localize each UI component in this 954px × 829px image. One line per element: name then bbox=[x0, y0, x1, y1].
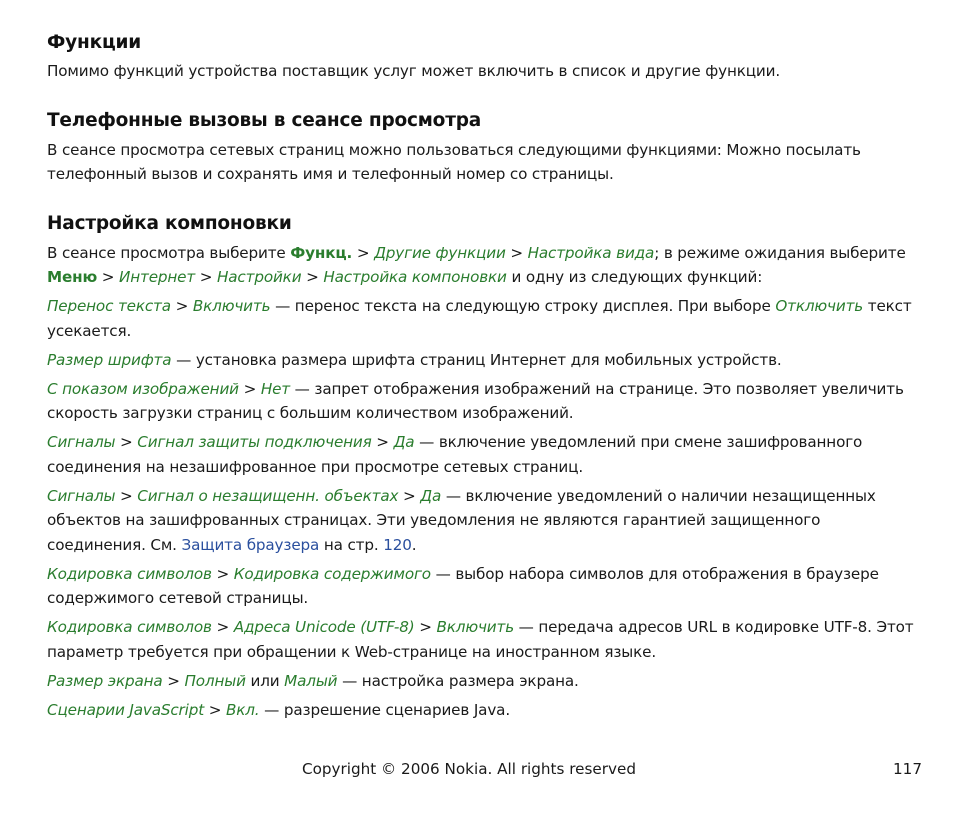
option-description: — передача адресов URL в кодировке UTF-8. Этот параметр требуется при обращении к Web-странице на иностранном языке. bbox=[47, 618, 914, 661]
option-subname: Сигнал защиты подключения bbox=[137, 433, 372, 451]
section-title-layout-settings: Настройка компоновки bbox=[47, 212, 292, 234]
option-unicode-addresses bbox=[47, 615, 917, 664]
option-name: Перенос текста bbox=[47, 297, 171, 315]
option-value: Малый bbox=[284, 671, 338, 690]
option-description: — настройка размера экрана. bbox=[337, 671, 579, 690]
menu-path-menu: Меню bbox=[47, 268, 98, 286]
option-description: — разрешение сценариев Java. bbox=[259, 700, 511, 719]
section-title-phone-calls: Телефонные вызовы в сеансе просмотра bbox=[47, 109, 482, 131]
path-separator: > bbox=[97, 268, 120, 286]
menu-path-view-settings: Настройка вида bbox=[527, 243, 655, 262]
option-description: . bbox=[411, 535, 417, 554]
menu-path-other-functions: Другие функции bbox=[374, 243, 506, 262]
option-description: — установка размера шрифта страниц Интернет для мобильных устройств. bbox=[171, 350, 782, 369]
path-separator: > bbox=[238, 379, 261, 398]
section-layout-settings bbox=[47, 213, 917, 723]
option-name: Кодировка символов bbox=[47, 618, 212, 636]
path-separator: > bbox=[115, 433, 138, 451]
menu-path-internet: Интернет bbox=[119, 268, 196, 286]
option-description: — включение уведомлений о наличии незащищенных объектов на зашифрованных страницах. Эти уведомления не являются гарантией защищенного соединения. См. bbox=[47, 486, 876, 554]
path-separator: > bbox=[211, 618, 234, 636]
option-content-encoding bbox=[47, 562, 917, 611]
option-name: Сигналы bbox=[47, 433, 116, 451]
path-separator: > bbox=[204, 700, 226, 719]
option-font-size bbox=[47, 348, 917, 373]
option-description: — запрет отображения изображений на странице. Это позволяет увеличить скорость загрузки страниц с большим количеством изображений. bbox=[47, 379, 904, 422]
option-subname: Адреса Unicode (UTF-8) bbox=[233, 618, 415, 636]
option-javascript bbox=[47, 698, 917, 723]
section-functions bbox=[47, 32, 917, 84]
path-separator: > bbox=[414, 618, 437, 636]
path-separator: > bbox=[398, 486, 421, 505]
option-description: или bbox=[245, 671, 285, 690]
option-connection-security-alert bbox=[47, 430, 917, 479]
option-name: Размер шрифта bbox=[47, 350, 172, 369]
section-text-phone-calls: В сеансе просмотра сетевых страниц можно пользоваться следующими функциями: Можно посылать телефонный вызов и сохранять имя и телефонный номер со страницы. bbox=[47, 140, 861, 183]
option-description: на стр. bbox=[319, 535, 384, 554]
page-reference-link[interactable]: 120 bbox=[383, 535, 412, 554]
path-separator: > bbox=[170, 297, 193, 315]
path-separator: > bbox=[115, 486, 138, 505]
path-separator: > bbox=[162, 671, 185, 690]
option-value: Полный bbox=[184, 671, 246, 690]
browser-security-link[interactable]: Защита браузера bbox=[181, 535, 320, 554]
option-unsecure-objects-alert bbox=[47, 484, 917, 558]
option-value: Да bbox=[393, 433, 415, 451]
menu-path-settings: Настройки bbox=[217, 268, 302, 286]
option-value: Да bbox=[420, 486, 442, 505]
path-separator: > bbox=[352, 243, 375, 262]
copyright-notice: Copyright © 2006 Nokia. All rights reserved bbox=[302, 760, 636, 778]
menu-path-funkc: Функц. bbox=[290, 243, 353, 262]
option-screen-size bbox=[47, 669, 917, 694]
option-description: — включение уведомлений при смене зашифрованного соединения на незашифрованное при просмотре сетевых страниц. bbox=[47, 433, 863, 476]
menu-path-layout-settings: Настройка компоновки bbox=[323, 268, 507, 286]
option-show-images bbox=[47, 377, 917, 426]
path-separator: > bbox=[371, 433, 394, 451]
layout-lead-paragraph bbox=[47, 241, 917, 290]
option-description: текст усекается. bbox=[47, 297, 912, 340]
page-number: 117 bbox=[893, 760, 922, 778]
option-name: Сигналы bbox=[47, 486, 116, 505]
option-name: Кодировка символов bbox=[47, 564, 212, 583]
option-value: Включить bbox=[436, 618, 514, 636]
lead-text: и одну из следующих функций: bbox=[506, 268, 763, 286]
option-name: С показом изображений bbox=[47, 379, 239, 398]
path-separator: > bbox=[195, 268, 217, 286]
option-text-wrap bbox=[47, 294, 917, 343]
option-value: Отключить bbox=[775, 297, 864, 315]
path-separator: > bbox=[301, 268, 324, 286]
option-description: — выбор набора символов для отображения в браузере содержимого сетевой страницы. bbox=[47, 564, 879, 607]
path-separator: > bbox=[505, 243, 528, 262]
option-value: Включить bbox=[192, 297, 271, 315]
option-name: Сценарии JavaScript bbox=[47, 700, 205, 719]
path-separator: > bbox=[211, 564, 234, 583]
option-subname: Кодировка содержимого bbox=[233, 564, 431, 583]
option-description: — перенос текста на следующую строку дисплея. При выборе bbox=[270, 297, 776, 315]
lead-text: ; в режиме ожидания выберите bbox=[654, 243, 906, 262]
option-name: Размер экрана bbox=[47, 671, 163, 690]
section-title-functions: Функции bbox=[47, 32, 141, 53]
option-value: Нет bbox=[260, 379, 290, 398]
option-value: Вкл. bbox=[225, 700, 260, 719]
page-content bbox=[47, 30, 917, 722]
lead-text: В сеансе просмотра выберите bbox=[47, 243, 291, 262]
section-phone-calls bbox=[47, 110, 917, 187]
section-text-functions: Помимо функций устройства поставщик услуг может включить в список и другие функции. bbox=[47, 62, 781, 80]
option-subname: Сигнал о незащищенн. объектах bbox=[137, 486, 399, 505]
